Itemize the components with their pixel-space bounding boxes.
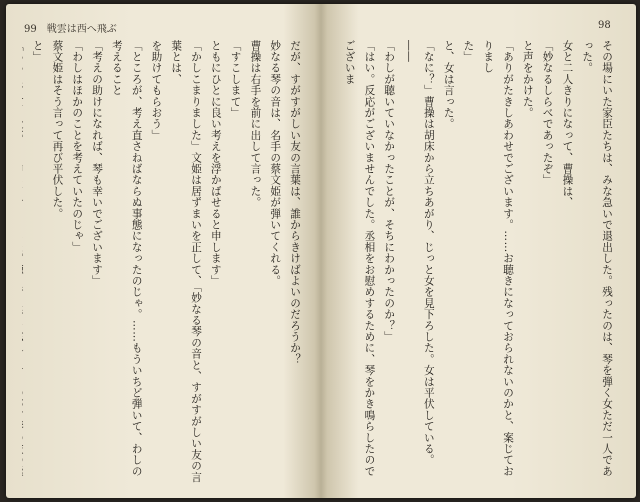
text-line: 曹操は右手を前に出して言った。	[249, 40, 262, 208]
text-line: 「はい。反応がございませんでした。丞相をお慰めするために、琴をかき鳴らしたのでございま	[343, 40, 376, 477]
left-page-number: 99	[24, 24, 37, 35]
text-line: と声をかけた。	[521, 40, 534, 119]
right-page-number: 98	[598, 20, 611, 31]
left-page-header	[24, 20, 117, 35]
text-line: 「かしこまりました」文姫は居ずまいを正して、「妙なる琴の音と、すがすがしい友の言葉とは、	[170, 40, 203, 483]
text-line	[22, 40, 27, 484]
right-page-header	[598, 20, 611, 31]
text-line: その場にいた家臣たちは、みな急いで退出した。残ったのは、琴を弾く女ただ一人であった。	[581, 40, 613, 477]
text-line: ともにひとに良い考えを浮かばせると申します」	[209, 40, 222, 287]
text-line: 「なに？」曹操は胡床から立ちあがり、じっと女を見下ろした。女は平伏している。――	[403, 40, 435, 466]
text-line: 蔡文姫はそう言って再び平伏した。	[51, 40, 64, 220]
text-line: た」	[462, 40, 475, 63]
right-page-body	[340, 40, 616, 484]
text-line: と」	[31, 40, 44, 63]
text-line: 女と二人きりになって、曹操は、	[561, 40, 574, 208]
book-spread	[6, 4, 636, 498]
text-line: 「すこしまて」	[229, 40, 242, 119]
left-page-body	[22, 40, 304, 484]
running-head: 戦雲は西へ飛ぶ	[46, 24, 117, 35]
text-line: 「わしが聴いていなかったことが、そちにわかったのか？」	[383, 40, 396, 343]
text-line: 「わしはほかのことを考えていたのじゃ」	[71, 40, 84, 253]
text-line: 「ありがたきしあわせでございます。……お聴きになっておられないのかと、案じておりまし	[482, 40, 515, 477]
text-line: 妙なる琴の音は、名手の蔡文姫が弾いてくれる。	[269, 40, 282, 287]
text-line: と、女は言った。	[442, 40, 455, 130]
text-line: を助けてもらおう」	[150, 40, 163, 141]
text-line: 「ところが、考え直さねばならぬ事態になったのじゃ。……もういちど弾いて、わしの考えること	[110, 40, 143, 477]
text-line: 「考えの助けになれば、琴も幸いでございます」	[91, 40, 104, 287]
text-line: だが、すがすがしい友の言葉は、誰からきけばよいのだろうか？	[289, 40, 301, 365]
text-line: 「妙なるしらべであったぞ」	[541, 40, 554, 186]
